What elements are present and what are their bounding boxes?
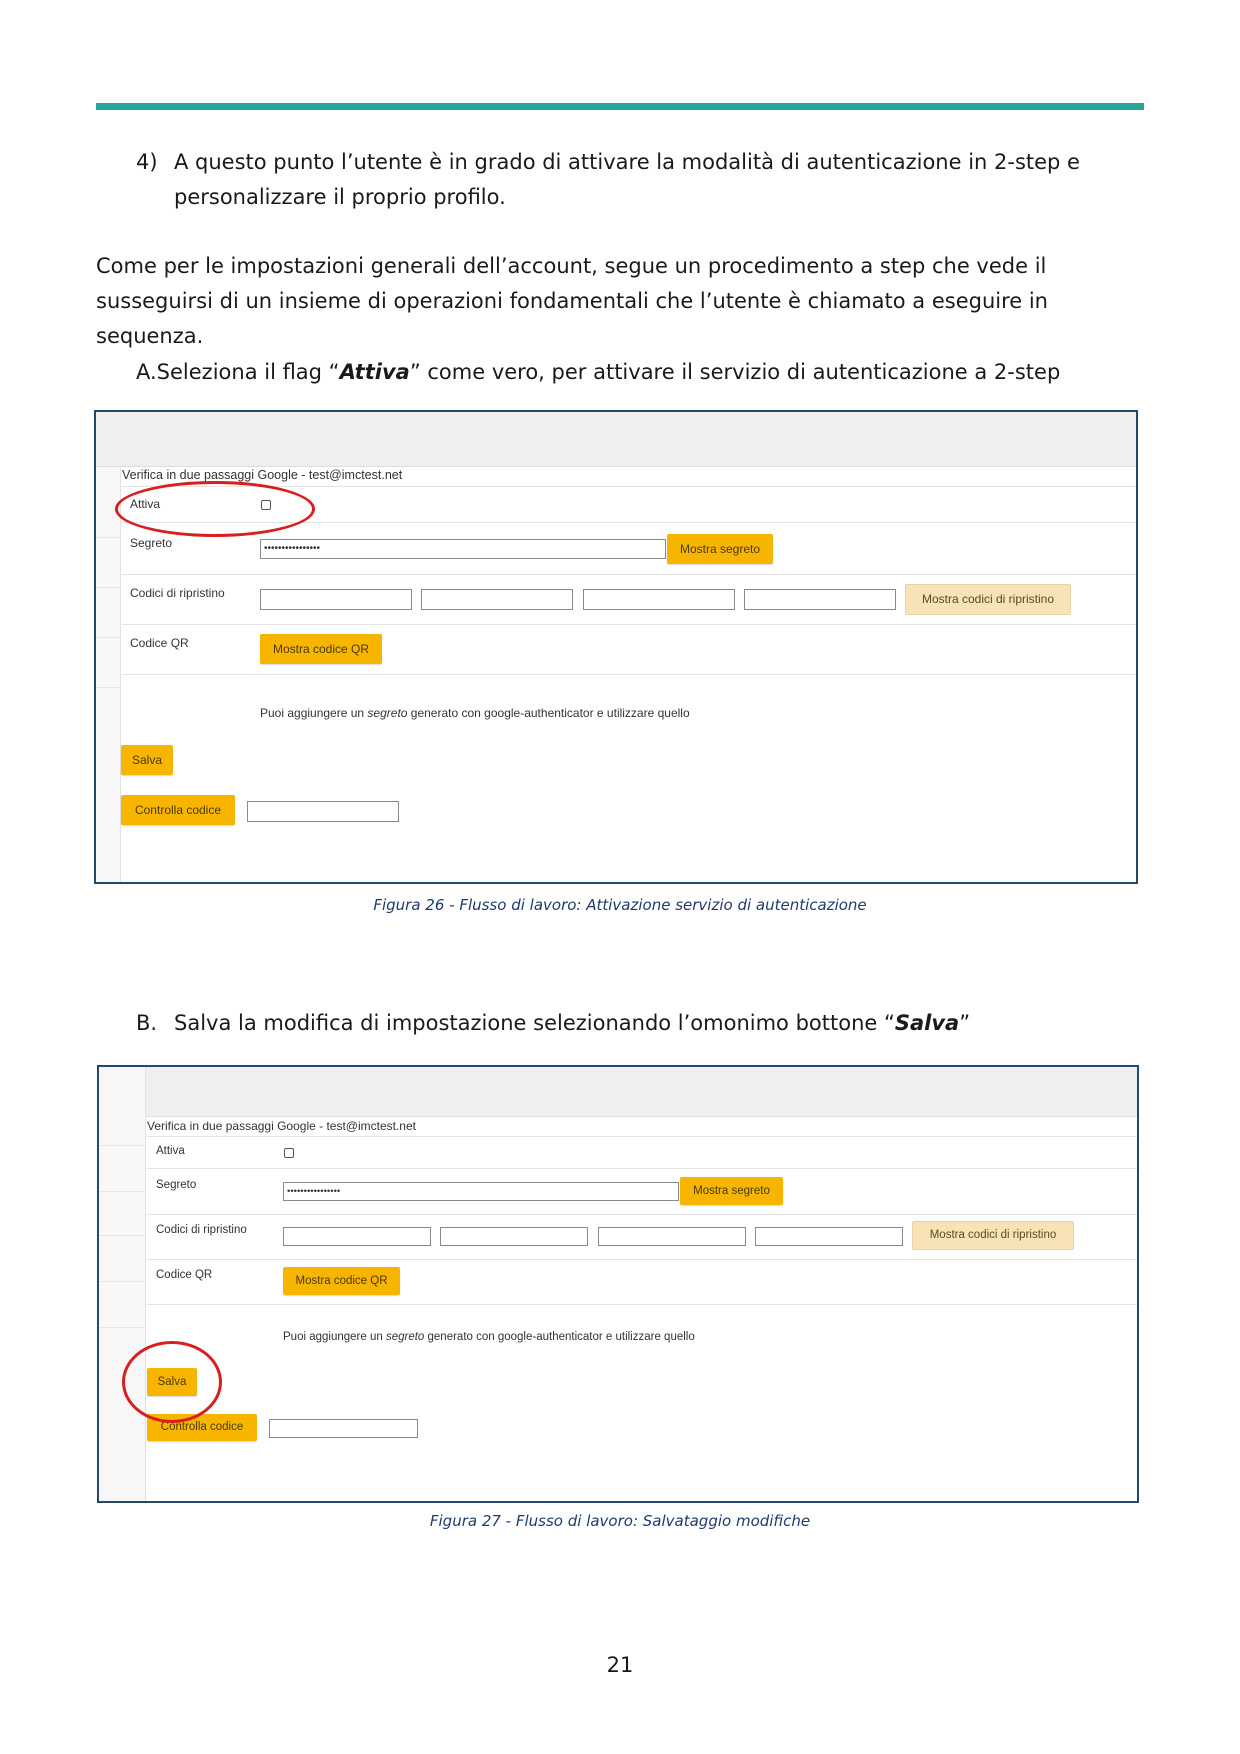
hint-text: Puoi aggiungere un segreto generato con google-authenticator e utilizzare quello — [260, 706, 690, 720]
intro-paragraph: Come per le impostazioni generali dell’account, segue un procedimento a step che vede il susseguirsi di un insieme di operazioni fondamentali che l’utente è chiamato a eseguire in sequenza. — [96, 254, 1048, 348]
mostra-codici-button[interactable]: Mostra codici di ripristino — [905, 584, 1071, 615]
segreto-label: Segreto — [130, 536, 173, 550]
item-text: A questo punto l’utente è in grado di attivare la modalità di autenticazione in 2-step e personalizzare il proprio profilo. — [174, 150, 1080, 209]
app-header-bar — [96, 412, 1136, 467]
app-header-bar — [99, 1067, 1137, 1117]
step-letter: B. — [136, 1011, 158, 1035]
recovery-code-field-2[interactable] — [440, 1227, 588, 1246]
page-number: 21 — [606, 1653, 634, 1677]
item-number: 4) — [136, 150, 158, 174]
recovery-code-field-4[interactable] — [755, 1227, 903, 1246]
step-text-pre: Seleziona il flag “ — [156, 360, 340, 384]
recovery-code-field-2[interactable] — [421, 589, 573, 610]
step-b — [136, 1006, 1136, 1041]
figure-27-caption: Figura 27 - Flusso di lavoro: Salvataggio modifiche — [429, 1512, 811, 1530]
mostra-codici-button[interactable]: Mostra codici di ripristino — [912, 1221, 1074, 1250]
attiva-label: Attiva — [130, 497, 161, 511]
step-text-pre: Salva la modifica di impostazione selezionando l’omonimo bottone “ — [174, 1011, 895, 1035]
section-title: Verifica in due passaggi Google - test@imctest.net — [147, 1119, 416, 1133]
controlla-codice-input[interactable] — [247, 801, 399, 822]
codici-label: Codici di ripristino — [156, 1224, 247, 1236]
numbered-item-4 — [136, 145, 1096, 215]
attiva-checkbox[interactable] — [284, 1148, 294, 1158]
codici-label: Codici di ripristino — [130, 586, 225, 600]
step-keyword: Attiva — [339, 360, 410, 384]
mostra-qr-button[interactable]: Mostra codice QR — [283, 1267, 400, 1295]
screenshot-figure-26 — [94, 410, 1138, 884]
attiva-checkbox[interactable] — [261, 500, 271, 510]
step-keyword: Salva — [894, 1011, 960, 1035]
codice-qr-label: Codice QR — [130, 636, 189, 650]
codice-qr-label: Codice QR — [156, 1269, 213, 1281]
salva-button[interactable]: Salva — [147, 1368, 197, 1396]
recovery-code-field-3[interactable] — [583, 589, 735, 610]
recovery-code-field-1[interactable] — [260, 589, 412, 610]
controlla-codice-button[interactable]: Controlla codice — [121, 795, 235, 825]
step-text-post: ” — [959, 1011, 971, 1035]
header-rule — [96, 103, 1144, 110]
step-a — [136, 355, 1136, 390]
controlla-codice-input[interactable] — [269, 1419, 418, 1438]
recovery-code-field-3[interactable] — [598, 1227, 746, 1246]
attiva-label: Attiva — [156, 1145, 185, 1157]
mostra-qr-button[interactable]: Mostra codice QR — [260, 634, 382, 664]
mostra-segreto-button[interactable]: Mostra segreto — [680, 1177, 783, 1205]
section-title: Verifica in due passaggi Google - test@imctest.net — [122, 468, 403, 482]
step-text-post: ” come vero, per attivare il servizio di autenticazione a 2-step — [409, 360, 1061, 384]
segreto-label: Segreto — [156, 1179, 197, 1191]
segreto-input[interactable]: •••••••••••••••• — [283, 1182, 679, 1201]
step-letter: A. — [136, 360, 157, 384]
mostra-segreto-button[interactable]: Mostra segreto — [667, 534, 773, 564]
hint-text: Puoi aggiungere un segreto generato con google-authenticator e utilizzare quello — [283, 1331, 695, 1343]
recovery-code-field-1[interactable] — [283, 1227, 431, 1246]
left-column — [96, 467, 121, 882]
segreto-input[interactable]: •••••••••••••••• — [260, 539, 666, 559]
figure-26-caption: Figura 26 - Flusso di lavoro: Attivazione servizio di autenticazione — [373, 896, 867, 914]
controlla-codice-button[interactable]: Controlla codice — [147, 1414, 257, 1441]
screenshot-figure-27 — [97, 1065, 1139, 1503]
left-column — [99, 1067, 146, 1501]
recovery-code-field-4[interactable] — [744, 589, 896, 610]
salva-button[interactable]: Salva — [121, 745, 173, 775]
